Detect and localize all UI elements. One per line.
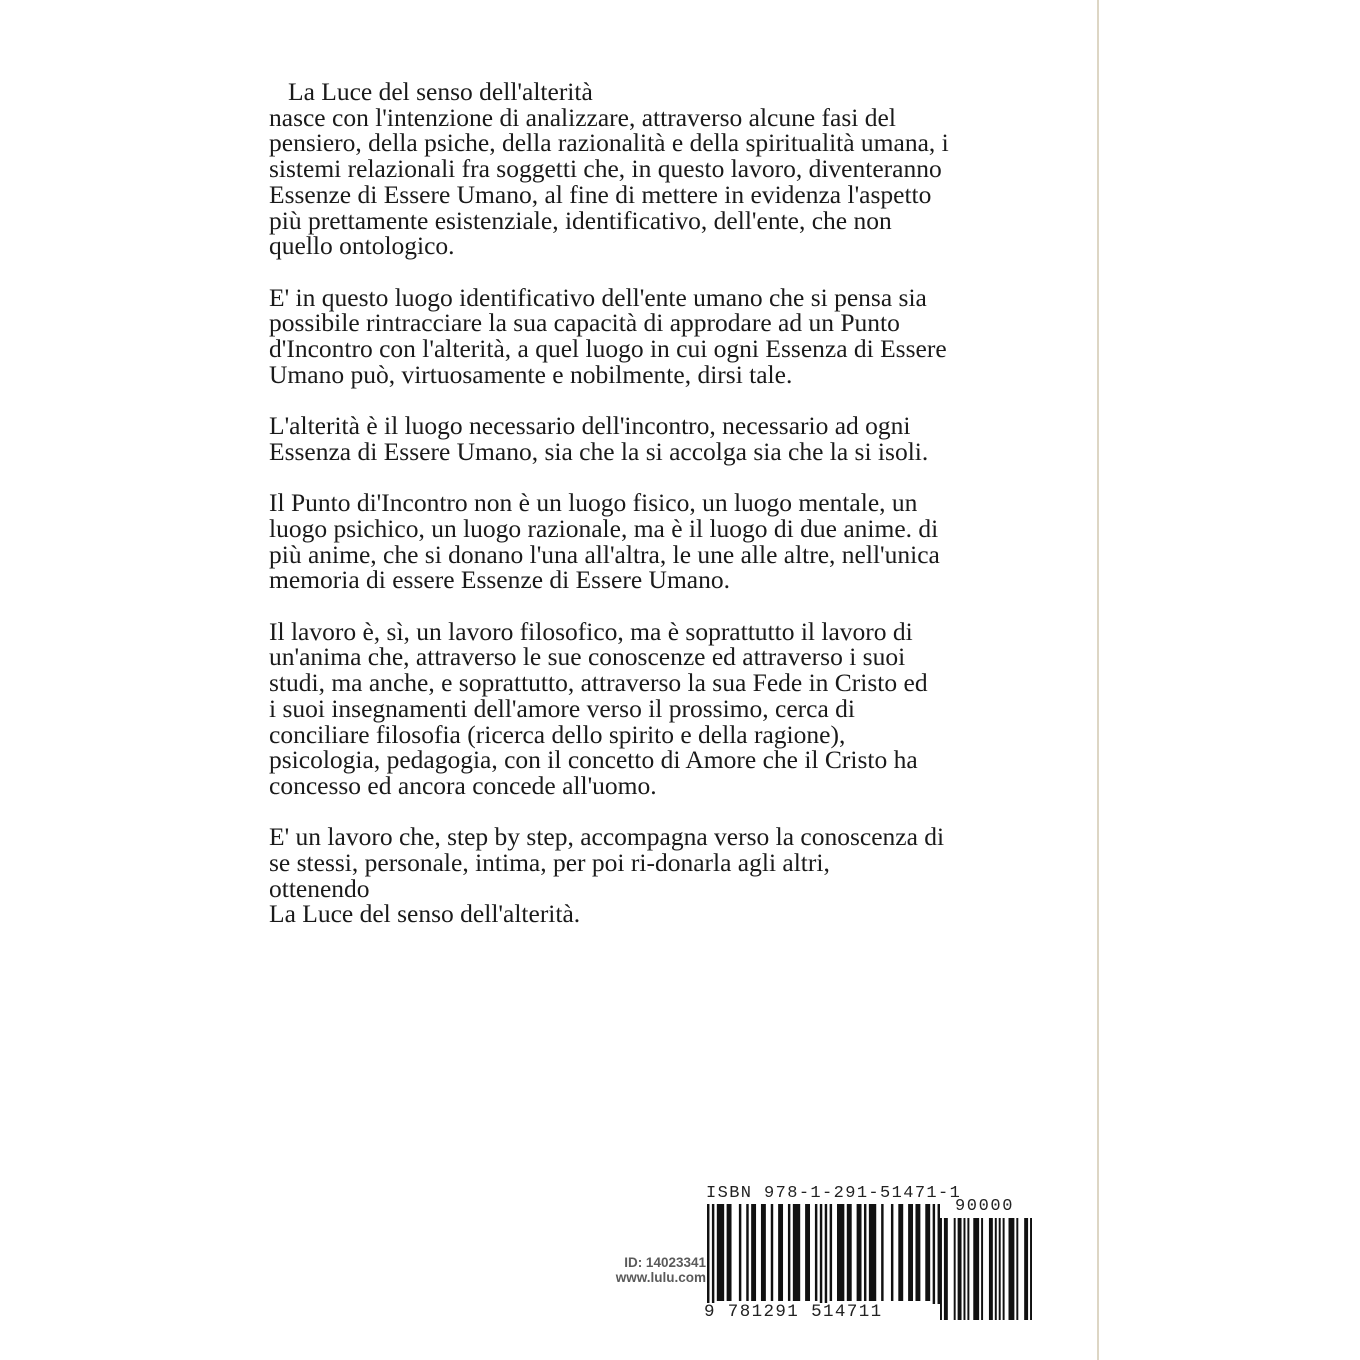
blurb-paragraph [269,824,1059,927]
barcode-bar [908,1204,913,1301]
barcode-bar [771,1204,773,1301]
blurb-line: luogo psichico, un luogo razionale, ma è il luogo di due anime. di [269,513,939,543]
publisher-url: www.lulu.com [615,1270,706,1285]
blurb-line: più prettamente esistenziale, identificativo, dell'ente, che non [269,205,892,235]
barcode-bar [847,1204,852,1301]
barcode-bar [898,1204,903,1301]
barcode-bar [727,1204,732,1301]
barcode-bar [805,1204,810,1301]
barcode-bar [778,1204,783,1301]
barcode-bar [891,1204,893,1301]
barcode-bar [825,1204,827,1304]
blurb-line: possibile rintracciare la sua capacità di approdare ad un Punto [269,308,900,338]
barcode-bar [958,1218,962,1320]
blurb-line: La Luce del senso dell'alterità. [269,899,581,929]
barcode-bar [869,1204,876,1301]
blurb-line: psicologia, pedagogia, con il concetto di Amore che il Cristo ha [269,745,918,775]
barcode-bar [793,1204,800,1301]
barcode-bar [746,1204,748,1301]
ean-digits: 9 781291 514711 [704,1302,883,1322]
blurb-line: E' in questo luogo identificativo dell'ente umano che si pensa sia [269,282,927,312]
blurb-line: ottenendo [269,873,370,903]
barcode-bar [925,1204,930,1301]
barcode-bar [944,1218,948,1320]
blurb-line: concesso ed ancora concede all'uomo. [269,770,657,800]
blurb-paragraph [269,282,1059,389]
blurb-line: più anime, che si donano l'una all'altra, le une alle altre, nell'unica [269,539,940,569]
blurb-line: memoria di essere Essenze di Essere Umano. [269,565,730,595]
barcode-bar [830,1204,832,1301]
page-edge [1097,0,1099,1360]
barcode-bar [999,1218,1001,1320]
barcode-bar [989,1218,993,1320]
barcode-bar [981,1218,983,1320]
blurb-line: Il lavoro è, sì, un lavoro filosofico, ma è soprattutto il lavoro di [269,616,913,646]
barcode-bar [712,1204,714,1304]
barcode-bar [751,1204,756,1301]
blurb-line: studi, ma anche, e soprattutto, attraverso la sua Fede in Cristo ed [269,668,928,698]
barcode-bar [973,1218,979,1320]
blurb-line: Essenza di Essere Umano, sia che la si accolga sia che la si isoli. [269,436,929,466]
blurb-line: sistemi relazionali fra soggetti che, in questo lavoro, diventeranno [269,154,942,184]
blurb-paragraph [269,413,1059,464]
barcode-bar [717,1204,724,1301]
barcode-bar [788,1204,790,1301]
blurb-line: d'Incontro con l'alterità, a quel luogo in cui ogni Essenza di Essere [269,334,947,364]
blurb-line: Umano può, virtuosamente e nobilmente, dirsi tale. [269,359,793,389]
barcode-bar [995,1218,997,1320]
blurb-line: Essenze di Essere Umano, al fine di mettere in evidenza l'aspetto [269,179,932,209]
publisher-id: ID: 14023341 [624,1255,706,1270]
price-addon-barcode [940,1218,1032,1320]
blurb-line: Il Punto di'Incontro non è un luogo fisico, un luogo mentale, un [269,488,918,518]
barcode-bar [761,1204,766,1301]
barcode-bar [963,1218,965,1320]
barcode-bar [1003,1218,1005,1320]
barcode-bar [1030,1218,1032,1320]
blurb-paragraph [269,616,1059,800]
blurb-line: un'anima che, attraverso le sue conoscenze ed attraverso i suoi [269,642,906,672]
barcode-bar [1009,1218,1015,1320]
blurb-line: i suoi insegnamenti dell'amore verso il prossimo, cerca di [269,693,855,723]
publisher-imprint [560,1255,706,1285]
barcode-bar [837,1204,844,1301]
price-addon-digits: 90000 [955,1197,1015,1216]
isbn-barcode [707,1204,940,1304]
barcode-bar [707,1204,709,1304]
isbn-label: ISBN 978-1-291-51471-1 [706,1184,962,1203]
blurb-line: pensiero, della psiche, della razionalità e della spiritualità umana, i [269,128,949,158]
barcode-bar [864,1204,866,1301]
barcode-bar [739,1204,741,1301]
barcode-bar [1024,1218,1028,1320]
blurb-paragraph [269,490,1059,593]
back-cover-blurb [269,79,1059,953]
blurb-line: E' un lavoro che, step by step, accompagna verso la conoscenza di [269,822,945,852]
barcode-bar [820,1204,822,1304]
blurb-line: se stessi, personale, intima, per poi ri-donarla agli altri, [269,848,830,878]
blurb-line: L'alterità è il luogo necessario dell'incontro, necessario ad ogni [269,411,911,441]
barcode-bar [857,1204,862,1301]
blurb-paragraph [269,79,1059,259]
barcode-bar [1016,1218,1018,1320]
blurb-line: conciliare filosofia (ricerca dello spirito e della ragione), [269,719,846,749]
barcode-bar [881,1204,883,1301]
blurb-line: quello ontologico. [269,231,455,261]
barcode-bar [933,1204,935,1304]
blurb-line: La Luce del senso dell'alterità [288,77,593,106]
barcode-bar [967,1218,969,1320]
barcode-bar [954,1218,956,1320]
barcode-bar [940,1218,942,1320]
barcode-bar [815,1204,817,1301]
blurb-line: nasce con l'intenzione di analizzare, attraverso alcune fasi del [269,102,896,132]
barcode-bar [915,1204,920,1301]
